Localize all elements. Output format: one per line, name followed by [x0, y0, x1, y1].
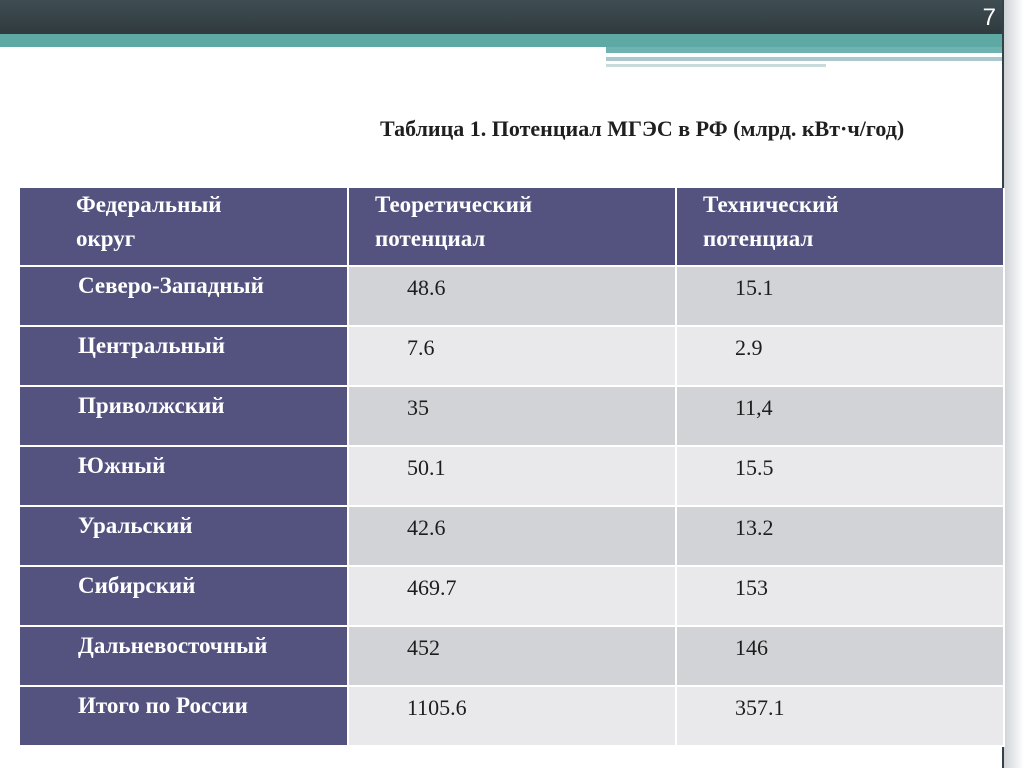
district-cell: Дальневосточный	[20, 626, 348, 686]
accent-line-thinnest	[606, 64, 826, 67]
theoretical-cell: 48.6	[348, 266, 676, 326]
district-cell: Южный	[20, 446, 348, 506]
header-technical	[676, 188, 1004, 266]
accent-bar	[0, 34, 1002, 47]
district-cell: Уральский	[20, 506, 348, 566]
header-district-line2: округ	[76, 226, 136, 251]
header-district	[20, 188, 348, 266]
theoretical-cell: 469.7	[348, 566, 676, 626]
district-cell: Итого по России	[20, 686, 348, 746]
header-band	[0, 0, 1024, 34]
accent-line	[606, 47, 1002, 53]
technical-cell: 15.5	[676, 446, 1004, 506]
table-row	[20, 386, 1004, 446]
district-cell: Сибирский	[20, 566, 348, 626]
theoretical-cell: 1105.6	[348, 686, 676, 746]
header-technical-line1: Технический	[703, 192, 839, 217]
technical-cell: 11,4	[676, 386, 1004, 446]
district-cell: Центральный	[20, 326, 348, 386]
table-row	[20, 626, 1004, 686]
table-caption: Таблица 1. Потенциал МГЭС в РФ (млрд. кВт·ч/год)	[380, 116, 905, 141]
accent-line-thin	[606, 57, 1002, 61]
table-header-row	[20, 188, 1004, 266]
theoretical-cell: 42.6	[348, 506, 676, 566]
header-theoretical-line1: Теоретический	[375, 192, 533, 217]
table-row	[20, 326, 1004, 386]
theoretical-cell: 452	[348, 626, 676, 686]
district-cell: Приволжский	[20, 386, 348, 446]
technical-cell: 357.1	[676, 686, 1004, 746]
table-row	[20, 446, 1004, 506]
header-theoretical	[348, 188, 676, 266]
technical-cell: 153	[676, 566, 1004, 626]
table-row	[20, 266, 1004, 326]
header-district-line1: Федеральный	[76, 192, 222, 217]
theoretical-cell: 35	[348, 386, 676, 446]
technical-cell: 2.9	[676, 326, 1004, 386]
district-cell: Северо-Западный	[20, 266, 348, 326]
theoretical-cell: 7.6	[348, 326, 676, 386]
technical-cell: 146	[676, 626, 1004, 686]
theoretical-cell: 50.1	[348, 446, 676, 506]
slide-number: 7	[982, 4, 996, 31]
table-row	[20, 506, 1004, 566]
technical-cell: 13.2	[676, 506, 1004, 566]
potential-table	[20, 188, 1005, 747]
technical-cell: 15.1	[676, 266, 1004, 326]
header-theoretical-line2: потенциал	[375, 226, 486, 251]
table-row-total	[20, 686, 1004, 746]
header-technical-line2: потенциал	[703, 226, 814, 251]
table-row	[20, 566, 1004, 626]
